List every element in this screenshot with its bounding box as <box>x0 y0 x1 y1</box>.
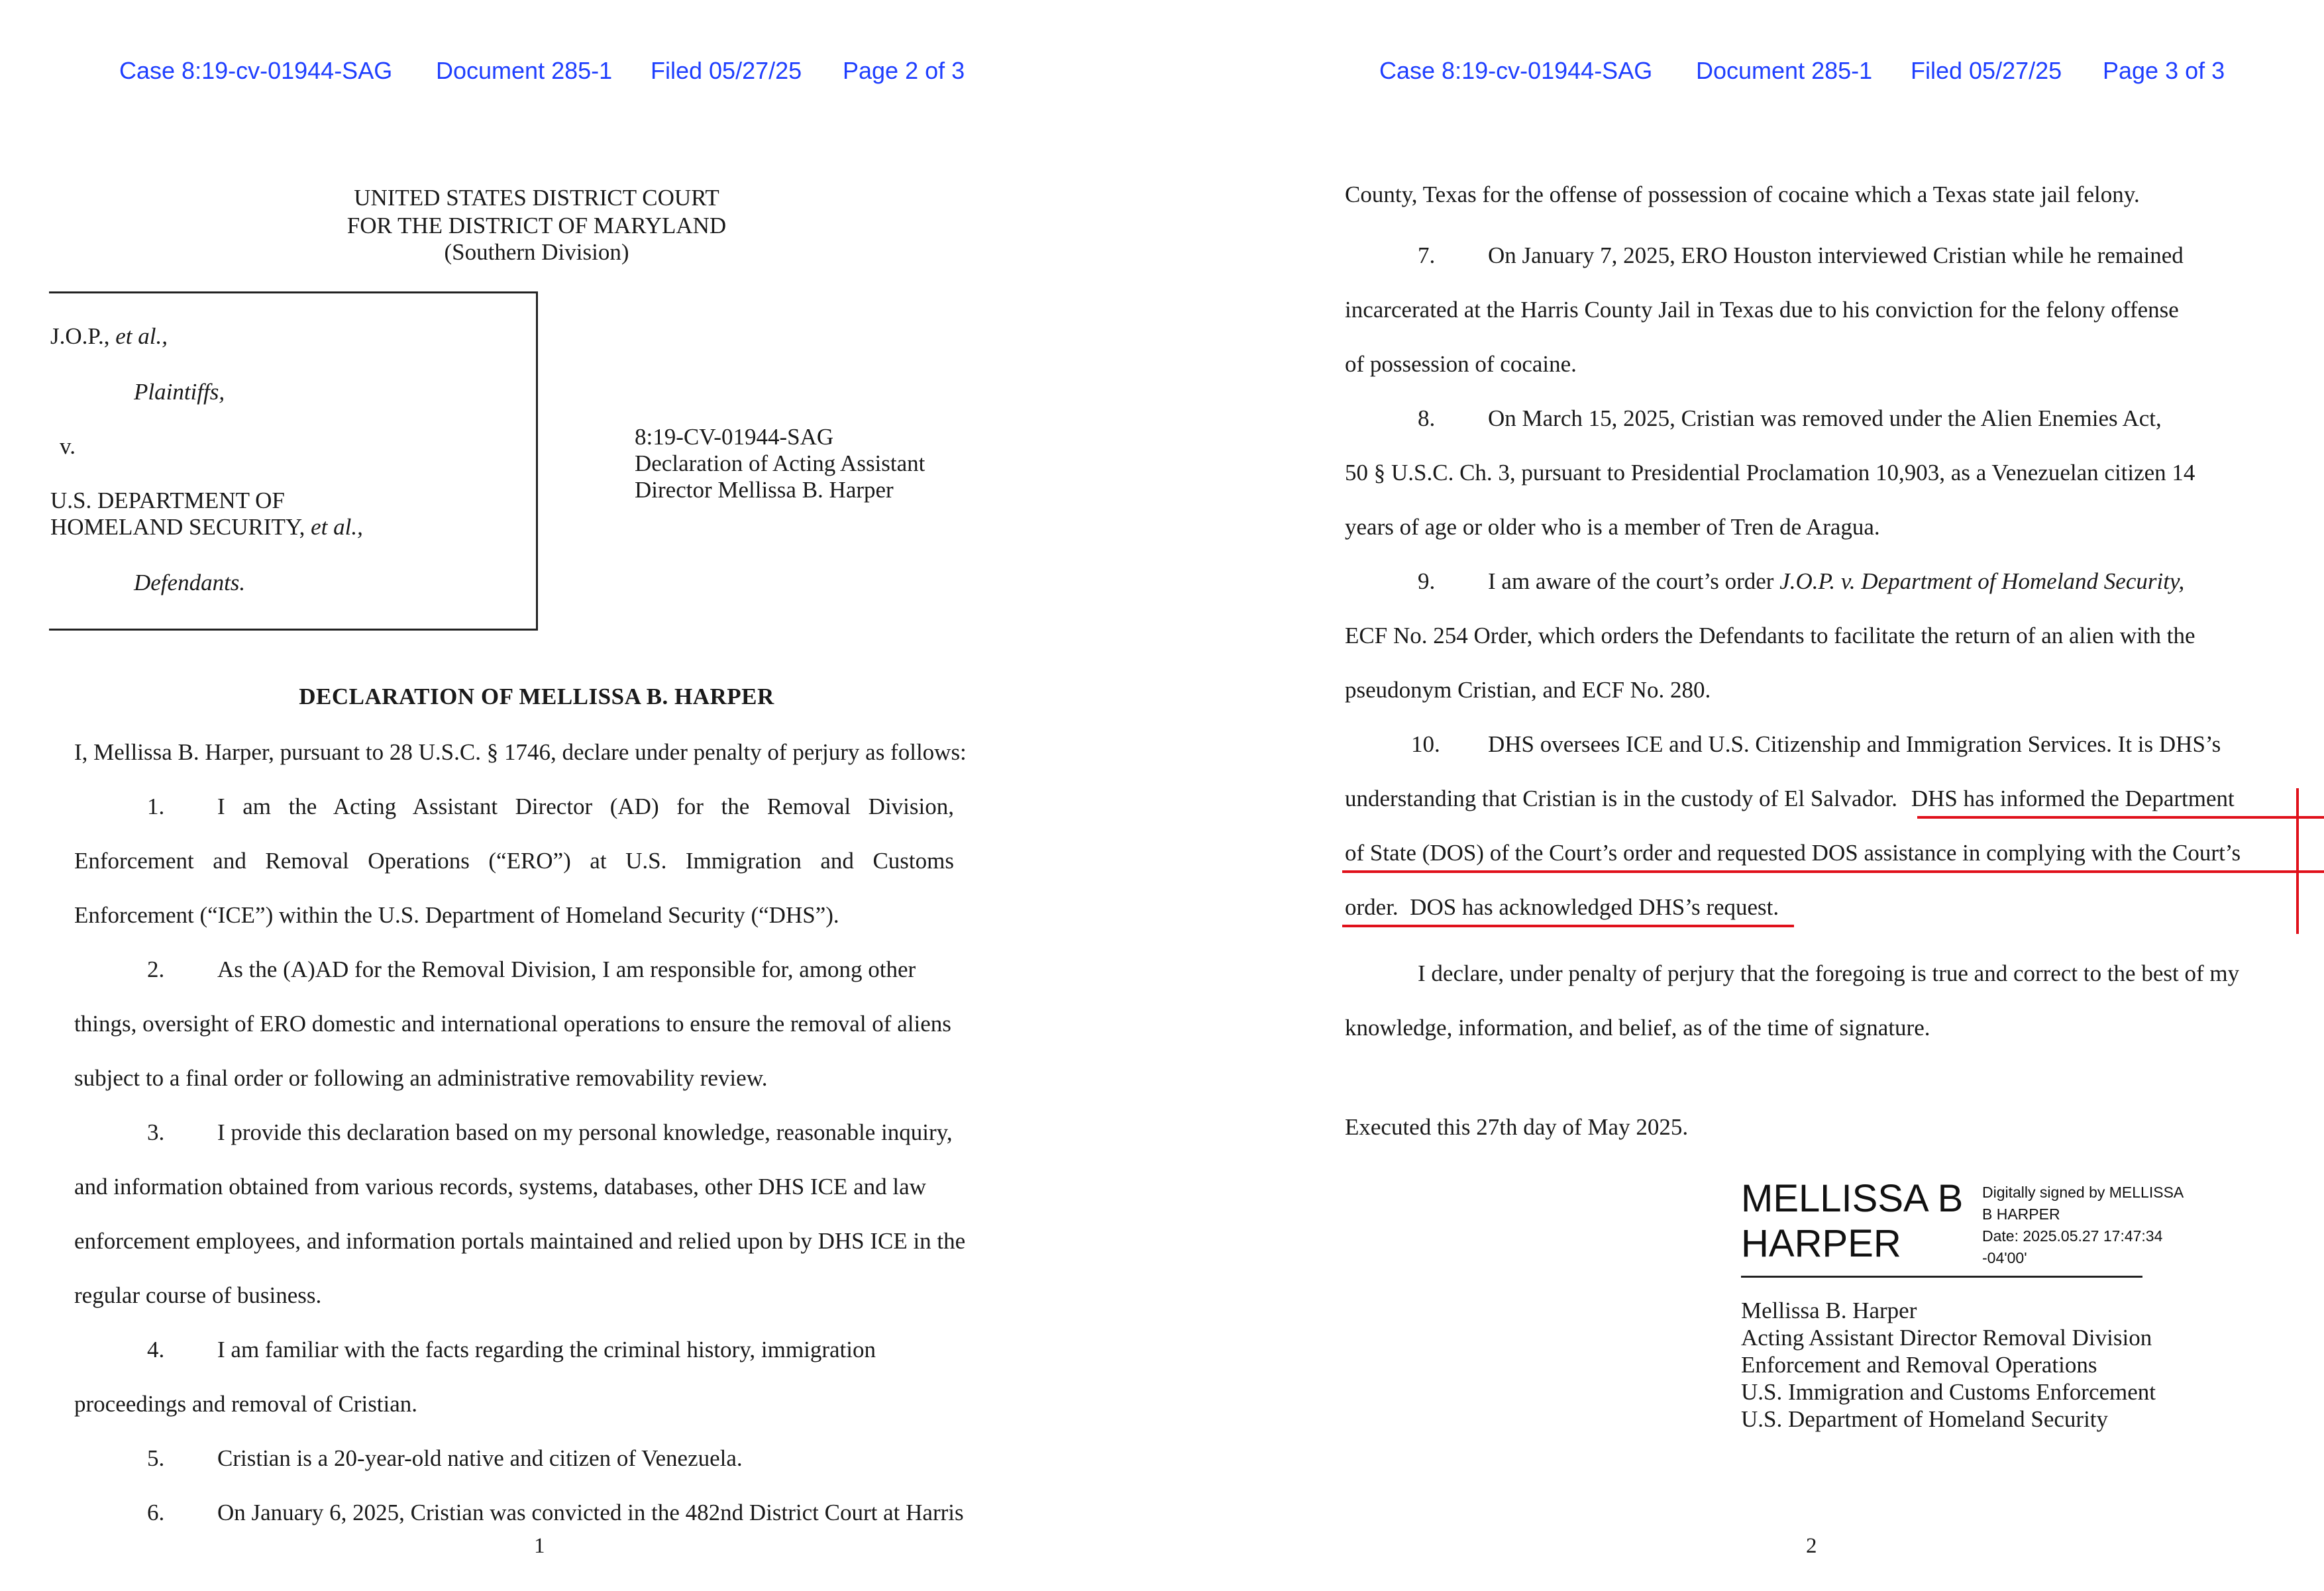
plaintiff-abbrev: J.O.P., <box>50 323 110 349</box>
paragraph-line: 50 § U.S.C. Ch. 3, pursuant to Presidential Proclamation 10,903, as a Venezuelan citizen 14 <box>1345 460 2195 486</box>
highlighted-line: of State (DOS) of the Court’s order and requested DOS assistance in complying with the Court’s <box>1345 840 2241 866</box>
signer-office: Enforcement and Removal Operations <box>1741 1352 2097 1378</box>
paragraph-line: of possession of cocaine. <box>1345 351 1577 377</box>
paragraph-number: 3. <box>147 1119 165 1145</box>
defendant-role: Defendants. <box>134 570 246 595</box>
court-division: (Southern Division) <box>444 239 629 265</box>
filed-date: Filed 05/27/25 <box>651 57 802 84</box>
case-number: Case 8:19-cv-01944-SAG <box>119 57 393 84</box>
margin-highlight-bar <box>2296 788 2299 934</box>
declaration-title: DECLARATION OF MELLISSA B. HARPER <box>299 684 774 709</box>
page-indicator: Page 2 of 3 <box>843 57 965 84</box>
paragraph-number: 6. <box>147 1500 165 1525</box>
paragraph-line: ECF No. 254 Order, which orders the Defendants to facilitate the return of an alien with the <box>1345 623 2195 648</box>
court-district: FOR THE DISTRICT OF MARYLAND <box>346 213 727 238</box>
signature-name-line: HARPER <box>1741 1222 1901 1265</box>
signature-meta-line: B HARPER <box>1982 1206 2060 1223</box>
paragraph-line: years of age or older who is a member of Tren de Aragua. <box>1345 514 1880 540</box>
defendant-line1: U.S. DEPARTMENT OF <box>50 488 285 513</box>
executed-line: Executed this 27th day of May 2025. <box>1345 1114 1689 1140</box>
paragraph-line: Enforcement and Removal Operations (“ERO”) at U.S. Immigration and Customs <box>74 848 954 874</box>
paragraph-line: On January 6, 2025, Cristian was convicted in the 482nd District Court at Harris <box>217 1500 964 1525</box>
paragraph-line: incarcerated at the Harris County Jail in Texas due to his conviction for the felony offense <box>1345 297 2179 323</box>
highlighted-line: order. DOS has acknowledged DHS’s request. <box>1345 894 1779 920</box>
paragraph-line: As the (A)AD for the Removal Division, I am responsible for, among other <box>217 956 916 982</box>
paragraph-line: On January 7, 2025, ERO Houston interviewed Cristian while he remained <box>1488 242 2184 268</box>
highlight-underline <box>1917 816 2324 819</box>
defendant-name: HOMELAND SECURITY, <box>50 514 305 540</box>
page-number: 2 <box>1806 1534 1817 1558</box>
caption-case-number: 8:19-CV-01944-SAG <box>635 424 834 450</box>
paragraph-number: 7. <box>1418 242 1436 268</box>
defendant-line2 <box>50 514 363 540</box>
signer-block <box>1741 1297 2156 1433</box>
paragraph-number: 8. <box>1418 405 1436 431</box>
filed-date: Filed 05/27/25 <box>1911 57 2062 84</box>
case-citation: J.O.P. v. Department of Homeland Security, <box>1779 568 2185 594</box>
paragraph-line: I provide this declaration based on my personal knowledge, reasonable inquiry, <box>217 1119 953 1145</box>
paragraph-text: I am aware of the court’s order <box>1488 568 1774 594</box>
intro-paragraph: I, Mellissa B. Harper, pursuant to 28 U.S.C. § 1746, declare under penalty of perjury as follows: <box>74 739 967 765</box>
page-indicator: Page 3 of 3 <box>2103 57 2225 84</box>
paragraph-line: Cristian is a 20-year-old native and citizen of Venezuela. <box>217 1445 743 1471</box>
signature-name-line: MELLISSA B <box>1741 1177 1964 1220</box>
paragraph-number: 2. <box>147 956 165 982</box>
plaintiff-role: Plaintiffs, <box>134 379 225 405</box>
highlight-underline <box>1342 870 2324 873</box>
paragraph-line: I am familiar with the facts regarding the criminal history, immigration <box>217 1337 876 1362</box>
versus: v. <box>60 433 76 459</box>
court-name: UNITED STATES DISTRICT COURT <box>354 185 719 211</box>
case-number: Case 8:19-cv-01944-SAG <box>1379 57 1653 84</box>
signature-meta-line: Digitally signed by MELLISSA <box>1982 1184 2184 1201</box>
signer-department: U.S. Department of Homeland Security <box>1741 1406 2109 1432</box>
caption-doc-title-1: Declaration of Acting Assistant <box>635 450 925 476</box>
signer-agency: U.S. Immigration and Customs Enforcement <box>1741 1379 2156 1405</box>
paragraph-number: 10. <box>1411 731 1440 757</box>
signature-meta-line: Date: 2025.05.27 17:47:34 <box>1982 1227 2163 1245</box>
paragraph-line: Enforcement (“ICE”) within the U.S. Department of Homeland Security (“DHS”). <box>74 902 839 928</box>
paragraph-line: things, oversight of ERO domestic and international operations to ensure the removal of aliens <box>74 1011 951 1037</box>
page-number: 1 <box>534 1534 545 1558</box>
plaintiff-etal: et al., <box>115 323 168 349</box>
signature-line <box>1741 1276 2142 1278</box>
paragraph-line: regular course of business. <box>74 1282 322 1308</box>
document-number: Document 285-1 <box>436 57 613 84</box>
paragraph-number: 1. <box>147 794 165 819</box>
paragraph-number: 4. <box>147 1337 165 1362</box>
paragraph-number: 9. <box>1418 568 1436 594</box>
right-page <box>1162 0 2324 1591</box>
paragraph-number: 5. <box>147 1445 165 1471</box>
signature-name <box>1741 1176 1963 1266</box>
paragraph-line: pseudonym Cristian, and ECF No. 280. <box>1345 677 1711 703</box>
closing-line: knowledge, information, and belief, as of the time of signature. <box>1345 1015 1930 1041</box>
defendant-etal: et al., <box>311 514 363 540</box>
closing-line: I declare, under penalty of perjury that the foregoing is true and correct to the best of my <box>1418 960 2240 986</box>
document-number: Document 285-1 <box>1696 57 1873 84</box>
signature-meta-line: -04'00' <box>1982 1249 2027 1266</box>
paragraph-line: and information obtained from various records, systems, databases, other DHS ICE and law <box>74 1174 926 1200</box>
paragraph-line: I am the Acting Assistant Director (AD) for the Removal Division, <box>217 794 954 819</box>
continuation-line: County, Texas for the offense of possession of cocaine which a Texas state jail felony. <box>1345 181 2140 207</box>
paragraph-line: enforcement employees, and information portals maintained and relied upon by DHS ICE in the <box>74 1228 966 1254</box>
paragraph-line <box>1488 568 2184 595</box>
paragraph-line: On March 15, 2025, Cristian was removed under the Alien Enemies Act, <box>1488 405 2162 431</box>
paragraph-line: proceedings and removal of Cristian. <box>74 1391 418 1417</box>
highlighted-text: DHS has informed the Department <box>1911 786 2235 811</box>
signer-name: Mellissa B. Harper <box>1741 1298 1917 1323</box>
signature-metadata <box>1982 1182 2184 1269</box>
highlight-underline <box>1342 925 1794 927</box>
plaintiff-name <box>50 323 168 350</box>
paragraph-line <box>1345 786 2235 812</box>
caption-doc-title-2: Director Mellissa B. Harper <box>635 477 894 503</box>
court-heading <box>338 184 735 265</box>
paragraph-text: understanding that Cristian is in the custody of El Salvador. <box>1345 786 1898 811</box>
paragraph-line: subject to a final order or following an administrative removability review. <box>74 1065 768 1091</box>
paragraph-line: DHS oversees ICE and U.S. Citizenship and Immigration Services. It is DHS’s <box>1488 731 2221 757</box>
signer-title: Acting Assistant Director Removal Division <box>1741 1325 2152 1351</box>
